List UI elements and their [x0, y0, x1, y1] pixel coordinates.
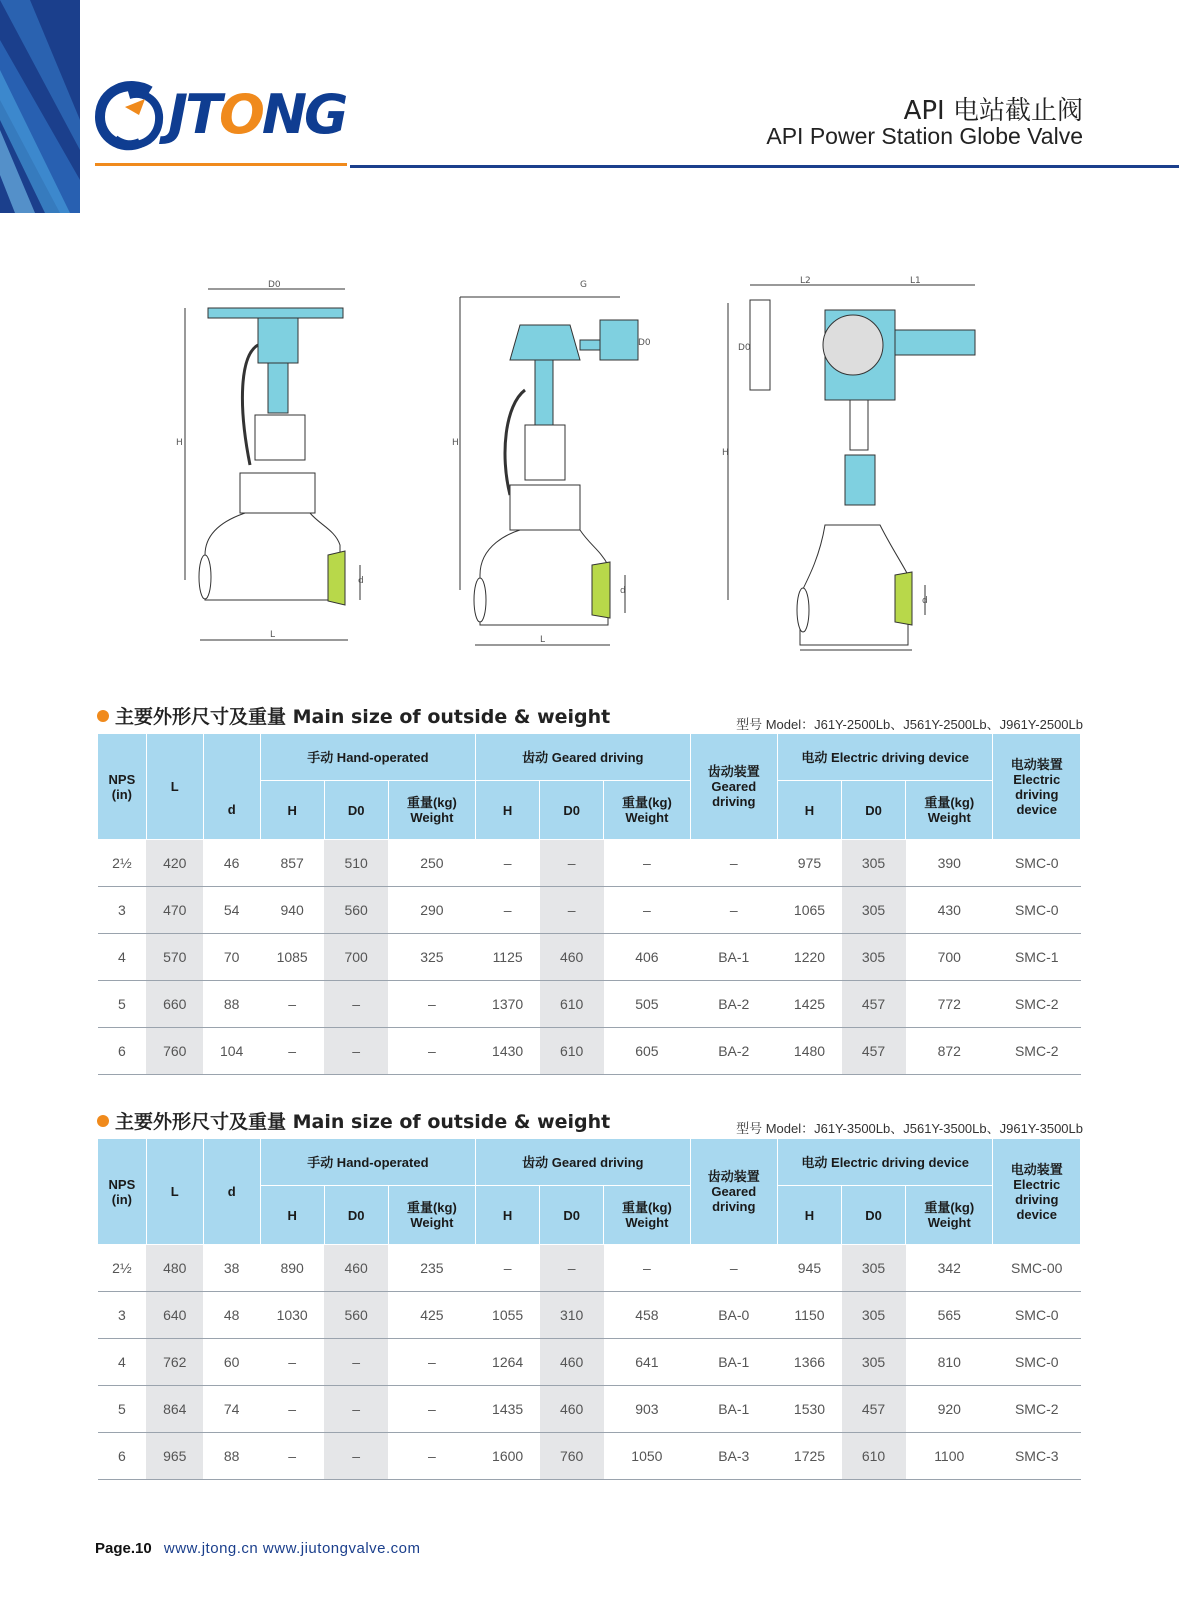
table-cell: 325 [388, 934, 475, 981]
section1-model: 型号 Model：J61Y-2500Lb、J561Y-2500Lb、J961Y-2500Lb [736, 717, 1083, 732]
table-cell: 1366 [777, 1339, 841, 1386]
header-accent-line [95, 163, 347, 166]
table-cell: 460 [324, 1245, 388, 1292]
table-cell: – [690, 887, 777, 934]
table-cell: 2½ [98, 1245, 147, 1292]
spec-table-2500lb [97, 733, 1081, 1075]
table-row [98, 1339, 1081, 1386]
col-elec-weight: 重量(kg) Weight [906, 1186, 993, 1245]
col-hand-weight: 重量(kg) Weight [388, 1186, 475, 1245]
table-cell: 457 [842, 1028, 906, 1075]
table-cell: 700 [906, 934, 993, 981]
table-cell: 610 [540, 981, 604, 1028]
table-cell: – [260, 1339, 324, 1386]
table-cell: 305 [842, 1339, 906, 1386]
logo-mark-icon [95, 79, 165, 159]
table-row [98, 1245, 1081, 1292]
label-h-3: H [722, 448, 729, 458]
col-hand: 手动 Hand-operated [260, 1139, 475, 1186]
table-cell: – [260, 1028, 324, 1075]
page-number: Page.10 [95, 1540, 152, 1557]
col-geared-h: H [476, 1186, 540, 1245]
table-cell: 1480 [777, 1028, 841, 1075]
label-d-3: d [922, 596, 928, 606]
table-cell: 88 [203, 981, 260, 1028]
table-cell: 890 [260, 1245, 324, 1292]
col-hand: 手动 Hand-operated [260, 734, 475, 781]
table-cell: 457 [842, 981, 906, 1028]
table-cell: BA-2 [690, 981, 777, 1028]
table-cell: SMC-0 [993, 887, 1081, 934]
col-hand-h: H [260, 1186, 324, 1245]
section2-title: 主要外形尺寸及重量 Main size of outside & weight [97, 1107, 610, 1134]
table-cell: – [476, 840, 540, 887]
col-geared-h: H [476, 781, 540, 840]
table-cell: BA-0 [690, 1292, 777, 1339]
table-cell: 4 [98, 934, 147, 981]
table-cell: 458 [604, 1292, 690, 1339]
col-elec-device: 电动装置 Electric driving device [993, 734, 1081, 840]
table-row [98, 934, 1081, 981]
table-cell: 88 [203, 1433, 260, 1480]
table-cell: 762 [146, 1339, 203, 1386]
table-cell: 60 [203, 1339, 260, 1386]
table-cell: 1030 [260, 1292, 324, 1339]
table-cell: 6 [98, 1433, 147, 1480]
bullet-dot-icon [97, 1115, 109, 1127]
label-d0-2: D0 [638, 338, 651, 348]
spec-table-3500lb [97, 1138, 1081, 1480]
table-cell: 560 [324, 1292, 388, 1339]
table-cell: SMC-0 [993, 1339, 1081, 1386]
table-cell: 4 [98, 1339, 147, 1386]
table-cell: 1600 [476, 1433, 540, 1480]
table-row [98, 1433, 1081, 1480]
col-hand-d0: D0 [324, 1186, 388, 1245]
table-cell: 390 [906, 840, 993, 887]
table-cell: 305 [842, 934, 906, 981]
col-nps: NPS (in) [98, 1139, 147, 1245]
table-cell: – [476, 1245, 540, 1292]
table-cell: – [324, 981, 388, 1028]
table-cell: 1125 [476, 934, 540, 981]
table-cell: SMC-2 [993, 1386, 1081, 1433]
website-links: www.jtong.cn www.jiutongvalve.com [163, 1540, 421, 1557]
col-l: L [146, 734, 203, 840]
table-cell: 1085 [260, 934, 324, 981]
table-cell: 1264 [476, 1339, 540, 1386]
table-cell: 560 [324, 887, 388, 934]
table-cell: 1370 [476, 981, 540, 1028]
col-elec-weight: 重量(kg) Weight [906, 781, 993, 840]
col-geared-weight: 重量(kg) Weight [604, 781, 690, 840]
table-cell: – [388, 1433, 475, 1480]
table-cell: 480 [146, 1245, 203, 1292]
table-cell: – [690, 1245, 777, 1292]
table-cell: 1220 [777, 934, 841, 981]
label-g: G [580, 280, 587, 290]
col-elec-h: H [777, 1186, 841, 1245]
col-gear-device: 齿动装置 Geared driving [690, 1139, 777, 1245]
table-cell: 235 [388, 1245, 475, 1292]
hand-operated-valve-drawing [176, 280, 364, 640]
label-d0-3: D0 [738, 343, 751, 353]
col-gear-device: 齿动装置 Geared driving [690, 734, 777, 840]
page-title-cn: API 电站截止阀 [903, 96, 1083, 126]
table-cell: 1100 [906, 1433, 993, 1480]
col-elec-device: 电动装置 Electric driving device [993, 1139, 1081, 1245]
table-cell: 760 [540, 1433, 604, 1480]
table-cell: 420 [146, 840, 203, 887]
table-row [98, 1028, 1081, 1075]
table-cell: 872 [906, 1028, 993, 1075]
table-cell: 700 [324, 934, 388, 981]
table-cell: – [388, 1386, 475, 1433]
table-cell: 250 [388, 840, 475, 887]
table-row [98, 1386, 1081, 1433]
table-cell: SMC-3 [993, 1433, 1081, 1480]
table-cell: SMC-0 [993, 840, 1081, 887]
table-cell: 70 [203, 934, 260, 981]
table-cell: – [540, 840, 604, 887]
table-cell: BA-1 [690, 1339, 777, 1386]
header-rule [350, 165, 1179, 168]
electric-valve-drawing [722, 276, 975, 650]
section1-title: 主要外形尺寸及重量 Main size of outside & weight [97, 702, 610, 729]
table-cell: – [604, 840, 690, 887]
label-l-1: L [270, 630, 276, 640]
table-cell: 920 [906, 1386, 993, 1433]
table-cell: 430 [906, 887, 993, 934]
table-cell: 640 [146, 1292, 203, 1339]
table-cell: – [540, 887, 604, 934]
col-hand-weight: 重量(kg) Weight [388, 781, 475, 840]
col-geared-d0: D0 [540, 781, 604, 840]
table-cell: SMC-0 [993, 1292, 1081, 1339]
table-cell: 940 [260, 887, 324, 934]
section2-model: 型号 Model：J61Y-3500Lb、J561Y-3500Lb、J961Y-3500Lb [736, 1121, 1083, 1136]
table-cell: 310 [540, 1292, 604, 1339]
table-cell: – [260, 981, 324, 1028]
table-cell: BA-1 [690, 1386, 777, 1433]
table-cell: 1725 [777, 1433, 841, 1480]
table-cell: 74 [203, 1386, 260, 1433]
table-cell: 605 [604, 1028, 690, 1075]
label-l1: L1 [910, 276, 921, 286]
col-geared-d0: D0 [540, 1186, 604, 1245]
table-cell: 903 [604, 1386, 690, 1433]
table-cell: 945 [777, 1245, 841, 1292]
col-l: L [146, 1139, 203, 1245]
bullet-dot-icon [97, 710, 109, 722]
table-cell: 565 [906, 1292, 993, 1339]
col-hand-d0: D0 [324, 781, 388, 840]
table-cell: 3 [98, 887, 147, 934]
table-cell: 104 [203, 1028, 260, 1075]
table-cell: 305 [842, 1245, 906, 1292]
table-cell: 505 [604, 981, 690, 1028]
table-cell: – [324, 1386, 388, 1433]
table-cell: BA-3 [690, 1433, 777, 1480]
table-cell: 460 [540, 934, 604, 981]
table-cell: 965 [146, 1433, 203, 1480]
table-cell: SMC-2 [993, 1028, 1081, 1075]
table-cell: 660 [146, 981, 203, 1028]
table-cell: SMC-1 [993, 934, 1081, 981]
col-electric: 电动 Electric driving device [777, 1139, 993, 1186]
table-cell: 48 [203, 1292, 260, 1339]
page-title-en: API Power Station Globe Valve [766, 123, 1083, 149]
label-l-2: L [540, 635, 546, 645]
table-cell: 864 [146, 1386, 203, 1433]
table-cell: 46 [203, 840, 260, 887]
table-cell: 857 [260, 840, 324, 887]
table-cell: 5 [98, 981, 147, 1028]
table-cell: 1530 [777, 1386, 841, 1433]
table-cell: 1055 [476, 1292, 540, 1339]
table-cell: 6 [98, 1028, 147, 1075]
geared-valve-drawing [452, 280, 651, 645]
table-cell: 1150 [777, 1292, 841, 1339]
page-footer [95, 1540, 421, 1557]
col-geared: 齿动 Geared driving [476, 734, 690, 781]
col-elec-h: H [777, 781, 841, 840]
table-cell: 406 [604, 934, 690, 981]
table-cell: – [260, 1433, 324, 1480]
table-cell: 290 [388, 887, 475, 934]
table-cell: 5 [98, 1386, 147, 1433]
table-cell: 1430 [476, 1028, 540, 1075]
col-geared-weight: 重量(kg) Weight [604, 1186, 690, 1245]
valve-drawings [160, 275, 1020, 675]
brand-logo [95, 75, 355, 170]
table-cell: – [604, 1245, 690, 1292]
table-row [98, 887, 1081, 934]
corner-decoration [0, 0, 80, 213]
table-cell: 457 [842, 1386, 906, 1433]
table-cell: 610 [540, 1028, 604, 1075]
table-cell: SMC-00 [993, 1245, 1081, 1292]
col-nps: NPS (in) [98, 734, 147, 840]
table-cell: 1065 [777, 887, 841, 934]
table-cell: 460 [540, 1386, 604, 1433]
table-cell: 1435 [476, 1386, 540, 1433]
col-d: d [203, 734, 260, 840]
table-cell: 810 [906, 1339, 993, 1386]
table-cell: – [324, 1433, 388, 1480]
table-cell: 510 [324, 840, 388, 887]
table-cell: – [324, 1339, 388, 1386]
table-cell: 641 [604, 1339, 690, 1386]
table-cell: 54 [203, 887, 260, 934]
table-cell: 2½ [98, 840, 147, 887]
table-cell: 772 [906, 981, 993, 1028]
table-cell: 470 [146, 887, 203, 934]
col-d: d [203, 1139, 260, 1245]
table-cell: BA-1 [690, 934, 777, 981]
col-hand-h: H [260, 781, 324, 840]
label-h-2: H [452, 438, 459, 448]
table-cell: – [604, 887, 690, 934]
table-cell: 305 [842, 840, 906, 887]
table-row [98, 1292, 1081, 1339]
table-cell: 425 [388, 1292, 475, 1339]
table-cell: – [260, 1386, 324, 1433]
table-cell: 460 [540, 1339, 604, 1386]
col-electric: 电动 Electric driving device [777, 734, 993, 781]
table-cell: SMC-2 [993, 981, 1081, 1028]
label-h-1: H [176, 438, 183, 448]
table-cell: 1050 [604, 1433, 690, 1480]
col-elec-d0: D0 [842, 1186, 906, 1245]
col-geared: 齿动 Geared driving [476, 1139, 690, 1186]
table-cell: – [476, 887, 540, 934]
table-cell: – [388, 1339, 475, 1386]
table-cell: 38 [203, 1245, 260, 1292]
table-cell: 570 [146, 934, 203, 981]
table-cell: 610 [842, 1433, 906, 1480]
table-cell: BA-2 [690, 1028, 777, 1075]
table-cell: 1425 [777, 981, 841, 1028]
table-cell: 975 [777, 840, 841, 887]
label-l2: L2 [800, 276, 811, 286]
col-elec-d0: D0 [842, 781, 906, 840]
table-cell: 305 [842, 887, 906, 934]
label-d-2: d [620, 586, 626, 596]
table-cell: 3 [98, 1292, 147, 1339]
logo-wordmark: JTONG [168, 83, 346, 146]
table-cell: – [388, 981, 475, 1028]
label-d0-1: D0 [268, 280, 281, 290]
table-cell: – [690, 840, 777, 887]
table-row [98, 981, 1081, 1028]
table-cell: – [388, 1028, 475, 1075]
table-row [98, 840, 1081, 887]
table-cell: 342 [906, 1245, 993, 1292]
table-cell: 305 [842, 1292, 906, 1339]
label-d-1: d [358, 576, 364, 586]
table-cell: 760 [146, 1028, 203, 1075]
table-cell: – [324, 1028, 388, 1075]
table-cell: – [540, 1245, 604, 1292]
